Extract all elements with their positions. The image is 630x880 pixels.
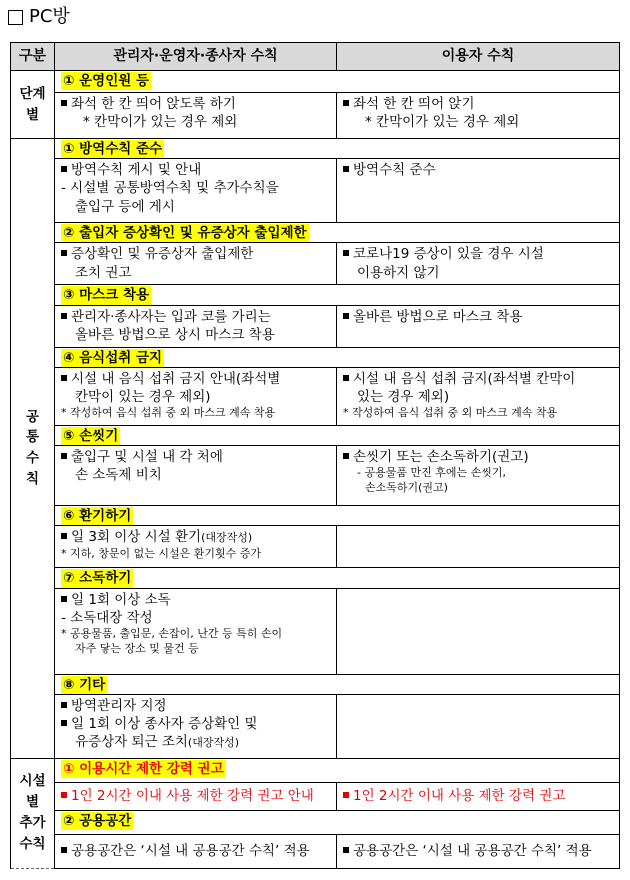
manager-rule-cell <box>55 159 337 223</box>
category-common-label: 공통수칙 <box>25 408 40 488</box>
manager-rule-cell <box>55 367 337 425</box>
bullet-icon <box>61 166 67 172</box>
bullet-icon <box>343 847 349 853</box>
note-text: * 칸막이가 있는 경우 제외 <box>83 114 238 131</box>
section-heading <box>55 223 620 243</box>
rule-text: - 시설별 공통방역수칙 및 추가수칙을 <box>61 180 279 197</box>
bullet-icon <box>61 250 67 256</box>
list-item <box>343 245 613 263</box>
heading-ventilation: ⑥ 환기하기 <box>63 508 132 525</box>
user-rule-cell <box>337 588 620 674</box>
user-rule-cell <box>337 305 620 347</box>
heading-other: ⑧ 기타 <box>63 676 106 693</box>
list-item <box>343 308 613 326</box>
list-item <box>61 95 330 113</box>
rule-text: 방역수칙 게시 및 안내 <box>71 162 202 179</box>
page-title: PC방 <box>29 5 70 27</box>
bullet-icon <box>61 720 67 726</box>
list-item <box>343 448 613 466</box>
section-heading <box>55 810 620 834</box>
heading-mask: ③ 마스크 착용 <box>63 287 150 304</box>
bullet-icon <box>61 375 67 381</box>
rule-note: (대장작성) <box>201 531 253 545</box>
section-heading <box>55 425 620 445</box>
bullet-icon <box>61 596 67 602</box>
heading-compliance: ① 방역수칙 준수 <box>63 141 163 157</box>
manager-rule-cell <box>55 243 337 285</box>
category-stage-label: 단계별 <box>19 85 46 123</box>
list-item <box>343 842 613 860</box>
header-user-rules: 이용자 수칙 <box>337 43 620 71</box>
list-item <box>61 370 330 388</box>
user-rule-cell <box>337 694 620 758</box>
section-heading <box>55 139 620 159</box>
list-item <box>61 528 330 546</box>
rule-text: 유증상자 퇴근 조치 <box>75 734 188 751</box>
rule-text: 칸막이 있는 경우 제외) <box>75 389 211 406</box>
note-text: * 작성하여 음식 섭취 중 외 마스크 계속 착용 <box>61 406 276 420</box>
user-rule-cell <box>337 782 620 810</box>
note-text: * 지하, 창문이 없는 시설은 환기횟수 증가 <box>61 546 261 560</box>
rule-text: 관리자·종사자는 입과 코를 가리는 <box>71 308 271 325</box>
list-item <box>61 245 330 263</box>
section-heading <box>55 347 620 367</box>
manager-rule-cell <box>55 834 337 868</box>
heading-no-food: ④ 음식섭취 금지 <box>63 349 163 366</box>
bullet-icon <box>343 453 349 459</box>
section-heading <box>55 285 620 305</box>
section-heading <box>55 71 620 93</box>
category-facility-label: 시설별 추가수칙 <box>19 773 46 853</box>
rule-text: 시설 내 음식 섭취 금지(좌석별 칸막이 <box>353 370 576 387</box>
manager-rule-cell <box>55 526 337 568</box>
category-stage <box>11 71 55 139</box>
user-rule-cell <box>337 446 620 506</box>
rule-text: 1인 2시간 이내 사용 제한 강력 권고 안내 <box>71 788 314 805</box>
section-heading <box>55 674 620 694</box>
rule-text: 증상확인 및 유증상자 출입제한 <box>71 246 254 263</box>
heading-time-limit: ① 이용시간 제한 강력 권고 <box>63 760 224 777</box>
rules-table <box>10 42 620 869</box>
rule-text: 공용공간은 ‘시설 내 공용공간 수칙’ 적용 <box>71 843 310 860</box>
bullet-icon <box>343 250 349 256</box>
rule-text: 일 1회 이상 종사자 증상확인 및 <box>71 715 258 732</box>
rule-text: 출입구 및 시설 내 각 처에 <box>71 449 223 466</box>
bullet-icon <box>61 702 67 708</box>
rule-text: 방역관리자 지정 <box>71 697 167 714</box>
manager-rule-cell <box>55 588 337 674</box>
manager-rule-cell <box>55 93 337 139</box>
checkbox-square-icon <box>8 10 23 25</box>
list-item <box>61 591 330 609</box>
note-text: * 칸막이가 있는 경우 제외 <box>365 114 520 131</box>
list-item <box>343 161 613 179</box>
rule-text: 올바른 방법으로 상시 마스크 착용 <box>75 326 275 343</box>
rule-text: - 소독대장 작성 <box>61 609 153 626</box>
list-item <box>61 448 330 466</box>
bullet-icon <box>61 533 67 539</box>
manager-rule-cell <box>55 694 337 758</box>
list-item <box>343 95 613 113</box>
note-text: * 공용물품, 출입문, 손잡이, 난간 등 특히 손이 <box>61 626 283 640</box>
section-heading <box>55 506 620 526</box>
header-category: 구분 <box>11 43 55 71</box>
bullet-icon <box>61 453 67 459</box>
list-item <box>61 715 330 733</box>
rule-text: 손씻기 또는 손소독하기(권고) <box>353 449 529 466</box>
user-rule-cell <box>337 93 620 139</box>
user-rule-cell <box>337 243 620 285</box>
manager-rule-cell <box>55 446 337 506</box>
note-text: 손소독하기(권고) <box>365 481 448 495</box>
section-heading <box>55 568 620 588</box>
user-rule-cell <box>337 367 620 425</box>
bullet-icon <box>61 847 67 853</box>
page-title-block <box>8 6 70 28</box>
rule-text: 좌석 한 칸 띄어 앉기 <box>353 96 475 112</box>
rule-text: 이용하지 않기 <box>357 264 440 281</box>
list-item <box>61 787 330 805</box>
list-item <box>343 370 613 388</box>
manager-rule-cell <box>55 305 337 347</box>
category-common <box>11 139 55 759</box>
note-text: 자주 닿는 장소 및 물건 등 <box>75 641 199 655</box>
bullet-icon <box>61 100 67 106</box>
list-item <box>61 697 330 715</box>
list-item <box>61 842 330 860</box>
rule-text: 방역수칙 준수 <box>353 162 436 179</box>
heading-common-space: ② 공용공간 <box>63 812 132 829</box>
rule-text: 좌석 한 칸 띄어 앉도록 하기 <box>71 96 236 112</box>
rule-text: 있는 경우 제외) <box>357 389 450 406</box>
bullet-icon <box>343 792 349 798</box>
bullet-icon <box>61 313 67 319</box>
heading-symptom-check: ② 출입자 증상확인 및 유증상자 출입제한 <box>63 225 307 242</box>
bullet-icon <box>343 100 349 106</box>
rule-text: 일 1회 이상 소독 <box>71 591 171 608</box>
heading-disinfection: ⑦ 소독하기 <box>63 570 132 587</box>
user-rule-cell <box>337 834 620 868</box>
note-text: * 작성하여 음식 섭취 중 외 마스크 계속 착용 <box>343 406 558 420</box>
category-facility <box>11 758 55 868</box>
rule-text <box>61 733 330 751</box>
rule-note: (대장작성) <box>187 736 240 750</box>
bullet-icon <box>61 792 67 798</box>
bullet-icon <box>343 166 349 172</box>
rule-text: 올바른 방법으로 마스크 착용 <box>353 308 523 325</box>
section-heading <box>55 758 620 782</box>
rule-text: 손 소독제 비치 <box>75 467 162 484</box>
user-rule-cell <box>337 159 620 223</box>
user-rule-cell <box>337 526 620 568</box>
bullet-icon <box>343 313 349 319</box>
heading-handwashing: ⑤ 손씻기 <box>63 427 119 444</box>
header-manager-rules: 관리자·운영자·종사자 수칙 <box>55 43 337 71</box>
rule-text: 조치 권고 <box>75 264 132 281</box>
list-item <box>343 787 613 805</box>
rule-text: 공용공간은 ‘시설 내 공용공간 수칙’ 적용 <box>353 843 592 860</box>
heading-staffing: ① 운영인원 등 <box>63 73 150 89</box>
bullet-icon <box>343 375 349 381</box>
manager-rule-cell <box>55 782 337 810</box>
rule-text: 코로나19 증상이 있을 경우 시설 <box>353 246 544 263</box>
list-item <box>61 161 330 179</box>
note-text: - 공용물품 만진 후에는 손씻기, <box>357 466 506 480</box>
list-item <box>61 308 330 326</box>
rule-text: 출입구 등에 게시 <box>75 198 175 215</box>
rule-text: 시설 내 음식 섭취 금지 안내(좌석별 <box>71 370 281 387</box>
rule-text: 일 3회 이상 시설 환기 <box>71 529 202 546</box>
rule-text: 1인 2시간 이내 사용 제한 강력 권고 <box>353 788 566 805</box>
